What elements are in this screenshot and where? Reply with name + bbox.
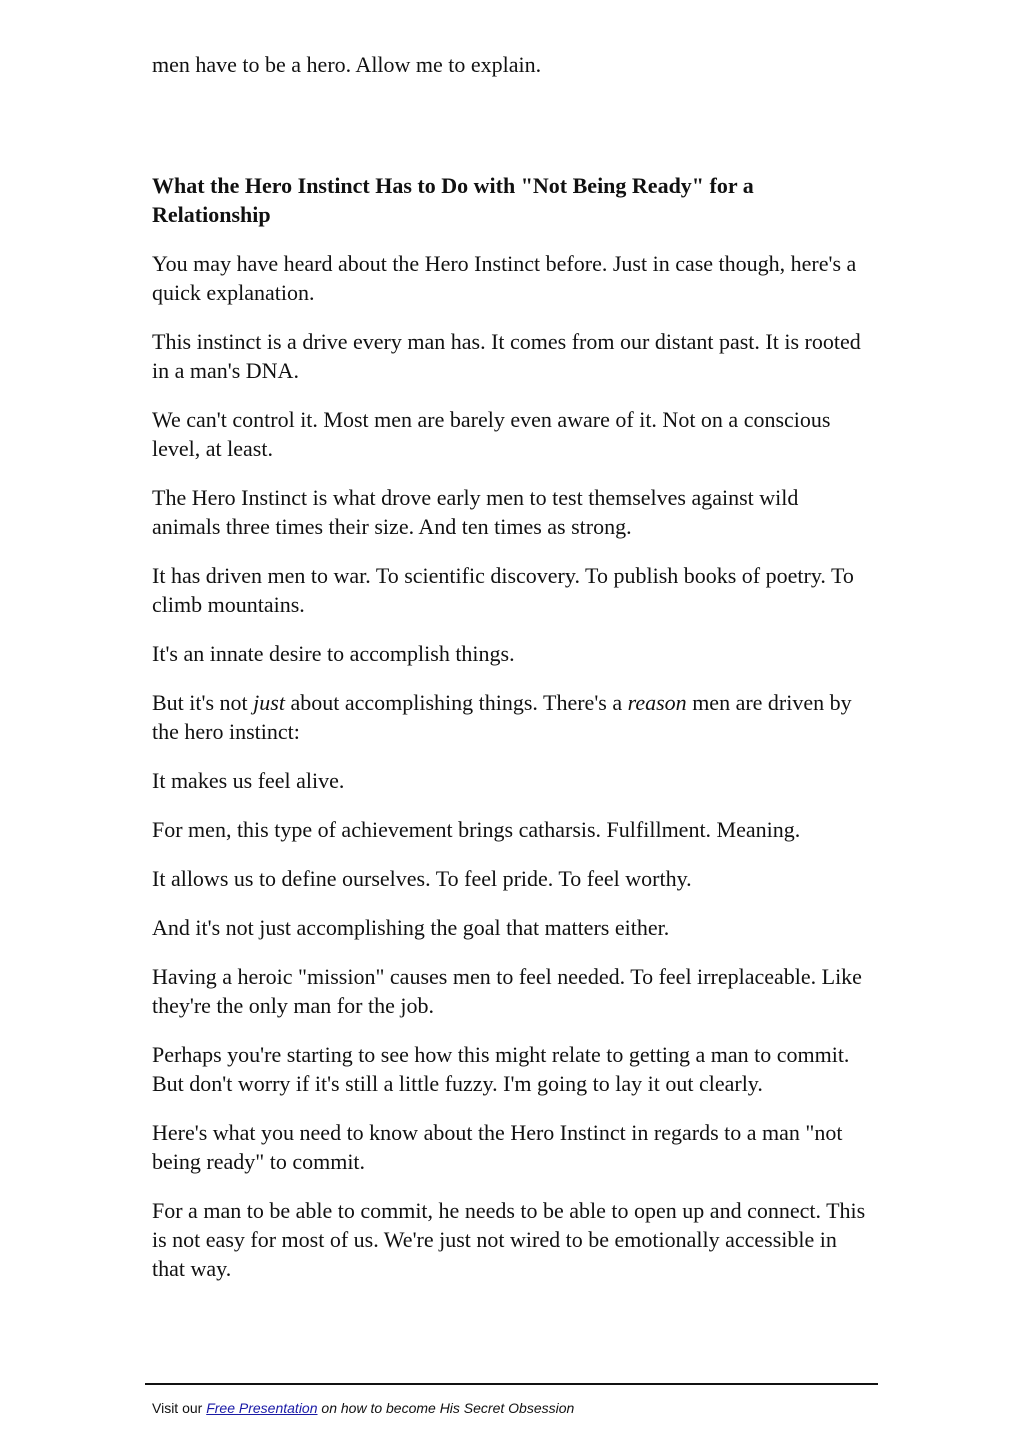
paragraph: For men, this type of achievement brings catharsis. Fulfillment. Meaning. bbox=[152, 817, 801, 842]
paragraph: It has driven men to war. To scientific discovery. To publish books of poetry. To climb mountains. bbox=[152, 563, 854, 617]
paragraph: You may have heard about the Hero Instinct before. Just in case though, here's a quick explanation. bbox=[152, 251, 857, 305]
paragraph: Here's what you need to know about the Hero Instinct in regards to a man "not being ready" to commit. bbox=[152, 1120, 843, 1174]
text-segment: about accomplishing things. There's a bbox=[284, 690, 628, 715]
paragraph: The Hero Instinct is what drove early men to test themselves against wild animals three times their size. And ten times as strong. bbox=[152, 485, 799, 539]
paragraph: This instinct is a drive every man has. It comes from our distant past. It is rooted in a man's DNA. bbox=[152, 329, 861, 383]
text-segment: But it's not bbox=[152, 690, 254, 715]
footer-prefix: Visit our bbox=[152, 1400, 207, 1416]
footer-suffix: on how to become His Secret Obsession bbox=[317, 1400, 575, 1416]
free-presentation-link[interactable]: Free Presentation bbox=[206, 1400, 318, 1416]
paragraph: We can't control it. Most men are barely even aware of it. Not on a conscious level, at least. bbox=[152, 407, 831, 461]
paragraph: Having a heroic "mission" causes men to feel needed. To feel irreplaceable. Like they're the only man for the job. bbox=[152, 964, 862, 1018]
body-text bbox=[152, 249, 868, 1303]
paragraph: It's an innate desire to accomplish things. bbox=[152, 641, 515, 666]
text-segment: men are driven by the hero instinct: bbox=[152, 690, 852, 744]
opening-line: men have to be a hero. Allow me to explain. bbox=[152, 52, 542, 77]
paragraph: Perhaps you're starting to see how this might relate to getting a man to commit. But don't worry if it's still a little fuzzy. I'm going to lay it out clearly. bbox=[152, 1042, 850, 1096]
section-heading: What the Hero Instinct Has to Do with "Not Being Ready" for a Relationship bbox=[152, 173, 754, 227]
emphasis-text: just bbox=[253, 690, 285, 715]
paragraph: For a man to be able to commit, he needs to be able to open up and connect. This is not easy for most of us. We're just not wired to be emotionally accessible in that way. bbox=[152, 1198, 866, 1281]
paragraph: It allows us to define ourselves. To feel pride. To feel worthy. bbox=[152, 866, 692, 891]
page-footer bbox=[152, 1399, 574, 1417]
emphasis-text: reason bbox=[627, 690, 687, 715]
paragraph-with-emphasis bbox=[152, 688, 868, 746]
paragraph: And it's not just accomplishing the goal that matters either. bbox=[152, 915, 670, 940]
paragraph: It makes us feel alive. bbox=[152, 768, 345, 793]
footer-divider bbox=[145, 1383, 878, 1385]
